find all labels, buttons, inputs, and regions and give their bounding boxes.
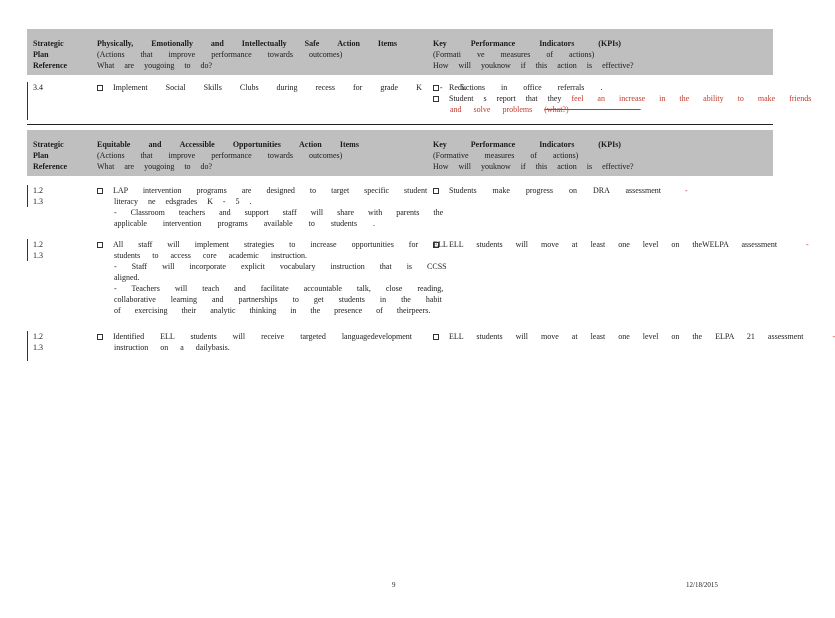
table-header bbox=[27, 130, 773, 176]
action-text: Implement Social Skills Clubs during recess for grade K - 5. bbox=[113, 83, 467, 92]
row-kpi bbox=[433, 185, 765, 196]
row-marker bbox=[27, 331, 28, 361]
header-label: Strategic bbox=[33, 39, 64, 48]
checkbox-bullet-icon bbox=[433, 188, 439, 194]
row-reference bbox=[33, 331, 88, 353]
title-word: and bbox=[210, 39, 224, 48]
reference-value: 1.3 bbox=[33, 251, 43, 260]
table-row bbox=[27, 82, 812, 120]
checkbox-bullet-icon bbox=[97, 188, 103, 194]
title-word: Safe bbox=[304, 39, 320, 48]
table-header bbox=[27, 29, 773, 75]
row-action bbox=[97, 331, 413, 353]
header-label: Plan bbox=[33, 50, 49, 59]
action-text: applicable intervention programs available to students . bbox=[114, 219, 376, 228]
section-divider bbox=[27, 124, 773, 125]
row-kpi bbox=[433, 82, 812, 115]
action-text: - Staff will incorporate explicit vocabulary instruction that is CCSS bbox=[114, 262, 447, 271]
title-word: Physically, bbox=[97, 39, 134, 48]
kpi-text: ELL students will move at least one level on theWELPA assessment bbox=[449, 240, 778, 249]
row-kpi bbox=[433, 331, 835, 342]
action-text: of exercising their analytic thinking in the presence of theirpeers. bbox=[114, 306, 431, 315]
strike-tail bbox=[569, 105, 641, 114]
action-text: collaborative learning and partnerships to get students in the habit bbox=[114, 295, 442, 304]
row-action bbox=[97, 185, 444, 229]
kpi-text: Student s report that they bbox=[449, 94, 562, 103]
table-row bbox=[27, 239, 809, 323]
header-strategic-plan-reference bbox=[33, 139, 93, 172]
checkbox-bullet-icon bbox=[97, 334, 103, 340]
header-question: How will youknow if this action is effective? bbox=[433, 162, 634, 171]
title-word: and bbox=[148, 140, 162, 149]
header-question: What are yougoing to do? bbox=[97, 162, 213, 171]
reference-value: 1.2 bbox=[33, 332, 43, 341]
header-action-items bbox=[97, 139, 397, 172]
header-title: Key Performance Indicators (KPIs) bbox=[433, 39, 621, 48]
kpi-deleted-text: (what?) bbox=[544, 105, 569, 114]
title-word: Items bbox=[339, 140, 359, 149]
checkbox-bullet-icon bbox=[433, 96, 439, 102]
header-label: Reference bbox=[33, 61, 68, 70]
header-title bbox=[97, 38, 397, 49]
title-word: Intellectually bbox=[241, 39, 287, 48]
action-text: instruction on a dailybasis. bbox=[114, 343, 230, 352]
checkbox-bullet-icon bbox=[433, 85, 439, 91]
row-kpi bbox=[433, 239, 809, 250]
header-action-items bbox=[97, 38, 397, 71]
checkbox-bullet-icon bbox=[97, 242, 103, 248]
header-subtitle: (Actions that improve performance towards outcomes) bbox=[97, 50, 343, 59]
title-word: Equitable bbox=[97, 140, 131, 149]
action-text: All staff will implement strategies to increase opportunities for ELL bbox=[113, 240, 448, 249]
header-question: What are yougoing to do? bbox=[97, 61, 213, 70]
header-kpis bbox=[433, 139, 763, 172]
action-text: Identified ELL students will receive targeted languagedevelopment bbox=[113, 332, 413, 341]
kpi-text: Reductions in office referrals . bbox=[449, 83, 603, 92]
checkbox-bullet-icon bbox=[433, 334, 439, 340]
kpi-text: Students make progress on DRA assessment bbox=[449, 186, 661, 195]
row-action bbox=[97, 82, 467, 93]
kpi-edit-mark: - bbox=[806, 240, 809, 249]
header-label: Reference bbox=[33, 162, 68, 171]
header-question: How will youknow if this action is effective? bbox=[433, 61, 634, 70]
row-reference bbox=[33, 185, 88, 207]
row-marker bbox=[27, 185, 28, 207]
section-equitable-action-items bbox=[27, 130, 835, 352]
checkbox-bullet-icon bbox=[433, 242, 439, 248]
header-subtitle: (Formati ve measures of actions) bbox=[433, 50, 595, 59]
section-safe-action-items bbox=[27, 29, 812, 114]
kpi-edit-mark: - bbox=[685, 186, 688, 195]
reference-value: 1.3 bbox=[33, 197, 43, 206]
page-number: 9 bbox=[392, 581, 396, 589]
reference-value: 1.3 bbox=[33, 343, 43, 352]
action-text: LAP intervention programs are designed to target specific student bbox=[113, 186, 428, 195]
header-label: Plan bbox=[33, 151, 49, 160]
kpi-text: ELL students will move at least one level on the ELPA 21 assessment bbox=[449, 332, 804, 341]
header-kpis bbox=[433, 38, 763, 71]
kpi-edit-text: and solve problems bbox=[450, 105, 533, 114]
reference-value: 1.2 bbox=[33, 240, 43, 249]
action-text: literacy ne edsgrades K - 5 . bbox=[114, 197, 252, 206]
row-reference bbox=[33, 239, 88, 261]
action-text: aligned. bbox=[114, 273, 140, 282]
row-action bbox=[97, 239, 448, 316]
checkbox-bullet-icon bbox=[97, 85, 103, 91]
action-text: - Teachers will teach and facilitate accountable talk, close reading, bbox=[114, 284, 444, 293]
row-marker bbox=[27, 82, 28, 120]
footer-date: 12/18/2015 bbox=[686, 581, 718, 589]
title-word: Opportunities bbox=[232, 140, 281, 149]
title-word: Action bbox=[337, 39, 360, 48]
header-title: Key Performance Indicators (KPIs) bbox=[433, 140, 621, 149]
table-row bbox=[27, 331, 835, 361]
header-strategic-plan-reference bbox=[33, 38, 93, 71]
row-marker bbox=[27, 239, 28, 261]
header-subtitle: (Formative measures of actions) bbox=[433, 151, 579, 160]
kpi-edit-mark: - bbox=[832, 332, 835, 341]
title-word: Items bbox=[377, 39, 397, 48]
action-text: students to access core academic instruction. bbox=[114, 251, 308, 260]
reference-value: 1.2 bbox=[33, 186, 43, 195]
title-word: Accessible bbox=[179, 140, 215, 149]
table-row bbox=[27, 185, 773, 233]
title-word: Action bbox=[299, 140, 322, 149]
header-subtitle: (Actions that improve performance towards outcomes) bbox=[97, 151, 343, 160]
row-reference: 3.4 bbox=[33, 83, 43, 92]
action-text: - Classroom teachers and support staff will share with parents the bbox=[114, 208, 444, 217]
header-title bbox=[97, 139, 359, 150]
header-label: Strategic bbox=[33, 140, 64, 149]
title-word: Emotionally bbox=[151, 39, 193, 48]
kpi-edit-text: feel an increase in the ability to make friends bbox=[571, 94, 812, 103]
